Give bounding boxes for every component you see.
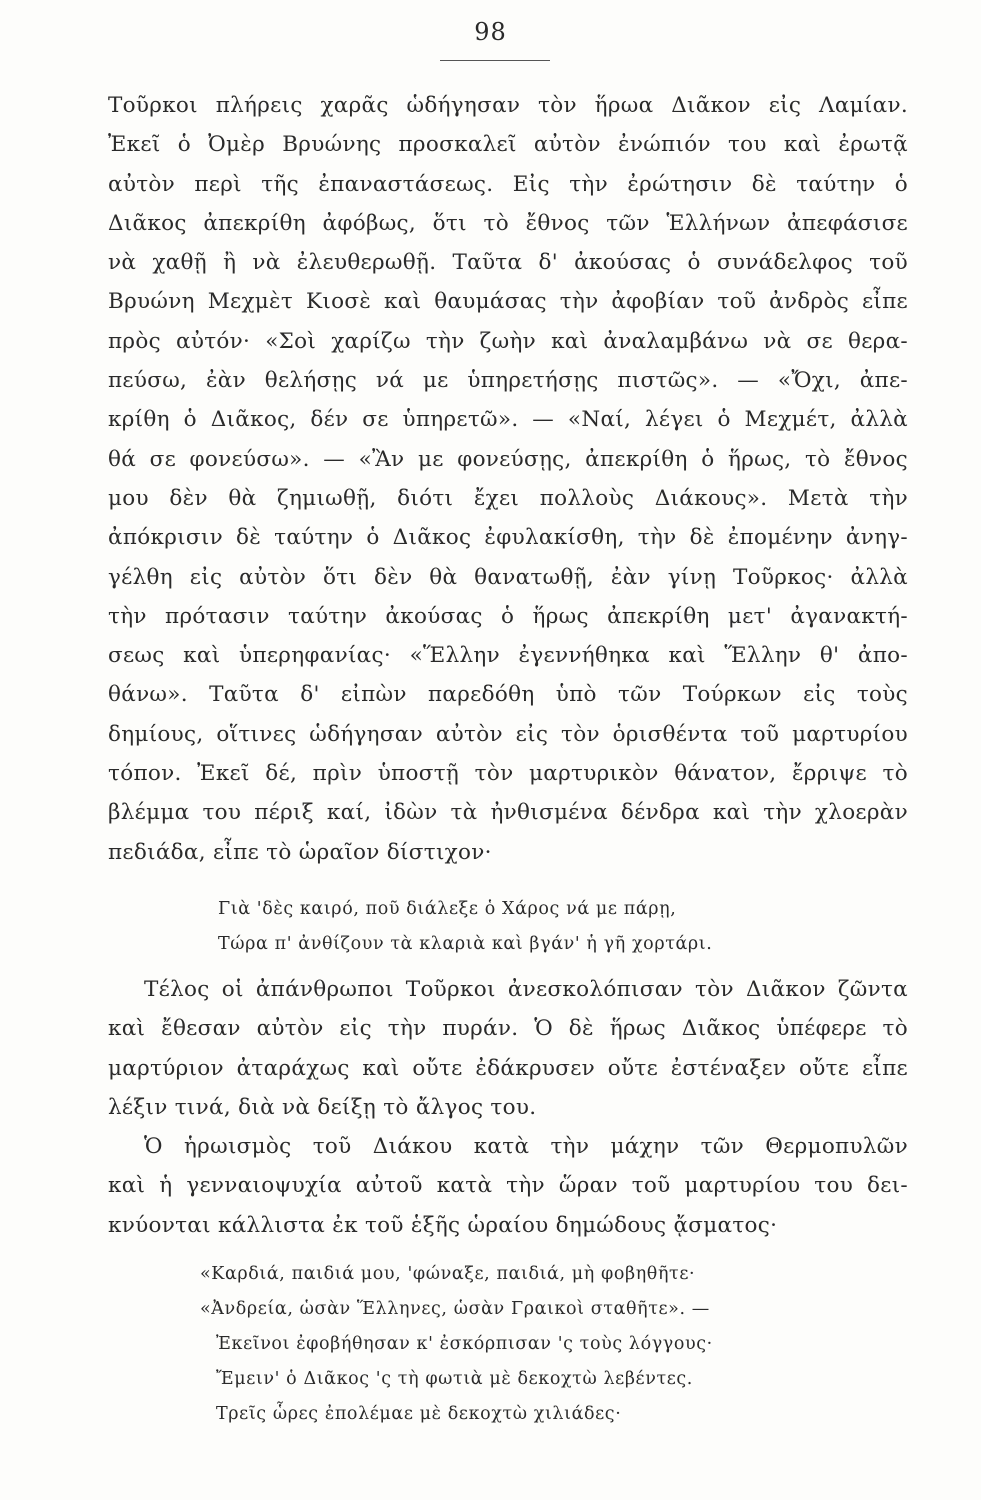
text-line: γέλθη εἰς αὐτὸν ὅτι δὲν θὰ θανατωθῇ, ἐὰν γίνῃ Τοῦρκος· ἀλλὰ (108, 564, 908, 590)
verse-line: Ἐκεῖνοι ἐφοβήθησαν κ' ἐσκόρπισαν 'ς τοὺς λόγγους· (216, 1334, 713, 1354)
text-line: Βρυώνη Μεχμὲτ Κιοσὲ καὶ θαυμάσας τὴν ἀφοβίαν τοῦ ἀνδρὸς εἶπε (108, 289, 908, 315)
text-line: βλέμμα του πέριξ καί, ἰδὼν τὰ ἠνθισμένα δένδρα καὶ τὴν χλοερὰν (108, 800, 908, 826)
text-line: μου δὲν θὰ ζημιωθῇ, διότι ἔχει πολλοὺς Διάκους». Μετὰ τὴν (108, 485, 908, 511)
verse-line: Γιὰ 'δὲς καιρό, ποῦ διάλεξε ὁ Χάρος νά με πάρῃ, (218, 899, 677, 919)
text-line: τόπον. Ἐκεῖ δέ, πρὶν ὑποστῇ τὸν μαρτυρικὸν θάνατον, ἔρριψε τὸ (108, 761, 908, 787)
couplet-verse (218, 892, 838, 962)
text-line: νὰ χαθῇ ἢ νὰ ἐλευθερωθῇ. Ταῦτα δ' ἀκούσας ὁ συνάδελφος τοῦ (108, 250, 908, 276)
verse-line: Τρεῖς ὧρες ἐπολέμαε μὲ δεκοχτὼ χιλιάδες· (216, 1404, 622, 1424)
text-line: αὐτὸν περὶ τῆς ἐπαναστάσεως. Εἰς τὴν ἐρώτησιν δὲ ταύτην ὁ (108, 171, 908, 197)
text-line: Ἐκεῖ ὁ Ὀμὲρ Βρυώνης προσκαλεῖ αὐτὸν ἐνώπιόν του καὶ ἐρωτᾷ (108, 132, 908, 158)
text-line: πεδιάδα, εἶπε τὸ ὡραῖον δίστιχον· (108, 839, 492, 865)
verse-line: «Καρδιά, παιδιά μου, 'φώναξε, παιδιά, μὴ φοβηθῆτε· (200, 1264, 696, 1284)
text-line: σεως καὶ ὑπερηφανίας· «Ἕλλην ἐγεννήθηκα καὶ Ἕλλην θ' ἀπο- (108, 643, 908, 669)
text-line: κνύονται κάλλιστα ἐκ τοῦ ἑξῆς ὡραίου δημώδους ᾄσματος· (108, 1212, 778, 1238)
paragraph-main (108, 86, 908, 872)
text-line: Ὁ ἡρωισμὸς τοῦ Διάκου κατὰ τὴν μάχην τῶν Θερμοπυλῶν (144, 1134, 908, 1160)
text-line: καὶ ἡ γενναιοψυχία αὐτοῦ κατὰ τὴν ὥραν τοῦ μαρτυρίου του δει- (108, 1173, 908, 1199)
page-number: 98 (474, 18, 507, 46)
text-line: Διᾶκος ἀπεκρίθη ἀφόβως, ὅτι τὸ ἔθνος τῶν Ἑλλήνων ἀπεφάσισε (108, 210, 908, 236)
text-line: θάνω». Ταῦτα δ' εἰπὼν παρεδόθη ὑπὸ τῶν Τούρκων εἰς τοὺς (108, 682, 908, 708)
verse-line: Ἔμειν' ὁ Διᾶκος 'ς τὴ φωτιὰ μὲ δεκοχτὼ λεβέντες. (216, 1369, 693, 1389)
page-number-rule (440, 60, 550, 61)
text-line: ἀπόκρισιν δὲ ταύτην ὁ Διᾶκος ἐφυλακίσθη, τὴν δὲ ἐπομένην ἀνηγ- (108, 525, 908, 551)
paragraph-closing (108, 970, 908, 1245)
text-line: τὴν πρότασιν ταύτην ἀκούσας ὁ ἥρως ἀπεκρίθη μετ' ἀγανακτή- (108, 603, 908, 629)
folk-song-verse (200, 1257, 836, 1432)
text-line: καὶ ἔθεσαν αὐτὸν εἰς τὴν πυράν. Ὁ δὲ ἥρως Διᾶκος ὑπέφερε τὸ (108, 1016, 908, 1042)
verse-line: Τώρα π' ἀνθίζουν τὰ κλαριὰ καὶ βγάν' ἡ γῆ χορτάρι. (218, 934, 713, 954)
text-line: θά σε φονεύσω». — «Ἂν με φονεύσῃς, ἀπεκρίθη ὁ ἥρως, τὸ ἔθνος (108, 446, 908, 472)
text-line: πεύσω, ἐὰν θελήσῃς νά με ὑπηρετήσῃς πιστῶς». — «Ὄχι, ἀπε- (108, 368, 908, 394)
text-line: δημίους, οἵτινες ὡδήγησαν αὐτὸν εἰς τὸν ὁρισθέντα τοῦ μαρτυρίου (108, 721, 908, 747)
text-line: μαρτύριον ἀταράχως καὶ οὔτε ἐδάκρυσεν οὔτε ἐστέναξεν οὔτε εἶπε (108, 1055, 908, 1081)
text-line: πρὸς αὐτόν· «Σοὶ χαρίζω τὴν ζωὴν καὶ ἀναλαμβάνω νὰ σε θερα- (108, 328, 908, 354)
text-line: Τέλος οἱ ἀπάνθρωποι Τοῦρκοι ἀνεσκολόπισαν τὸν Διᾶκον ζῶντα (144, 977, 908, 1002)
text-line: λέξιν τινά, διὰ νὰ δείξῃ τὸ ἄλγος του. (108, 1094, 537, 1120)
verse-line: «Ἀνδρεία, ὡσὰν Ἕλληνες, ὡσὰν Γραικοὶ σταθῆτε». — (200, 1299, 710, 1319)
text-line: Τοῦρκοι πλήρεις χαρᾶς ὡδήγησαν τὸν ἥρωα Διᾶκον εἰς Λαμίαν. (108, 93, 908, 118)
text-line: κρίθη ὁ Διᾶκος, δέν σε ὑπηρετῶ». — «Ναί, λέγει ὁ Μεχμέτ, ἀλλὰ (108, 407, 908, 433)
